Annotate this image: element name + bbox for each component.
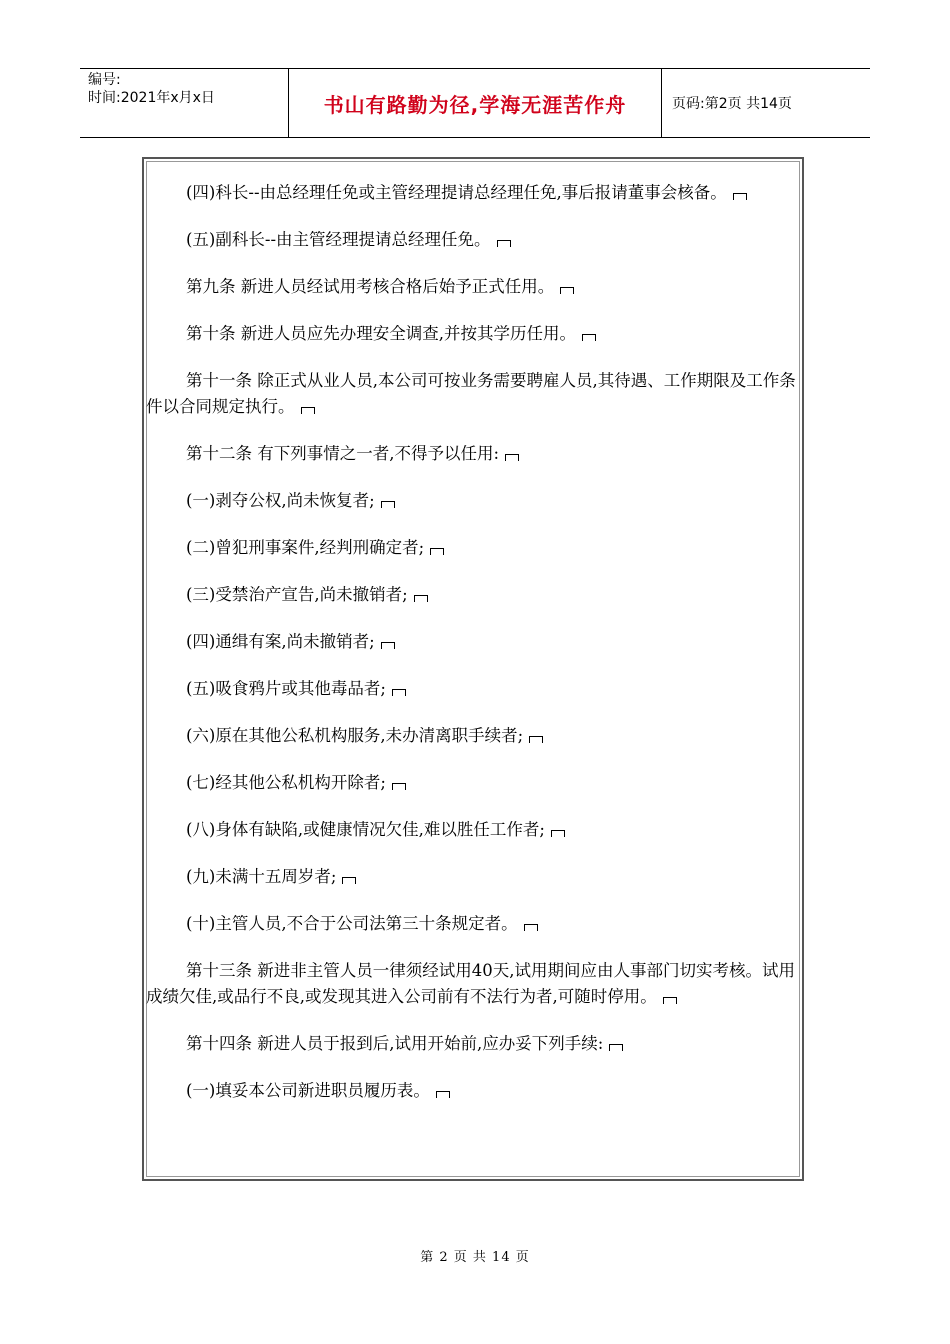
paragraph: (十)主管人员,不合于公司法第三十条规定者。 xyxy=(146,911,798,937)
paragraph: (四)科长--由总经理任免或主管经理提请总经理任免,事后报请董事会核备。 xyxy=(146,180,798,206)
document-body xyxy=(146,180,798,1125)
page-header xyxy=(80,68,870,138)
paragraph-mark-icon xyxy=(436,1091,450,1098)
paragraph: (五)吸食鸦片或其他毒品者; xyxy=(146,676,798,702)
paragraph-mark-icon xyxy=(301,407,315,414)
paragraph-mark-icon xyxy=(414,595,428,602)
paragraph-mark-icon xyxy=(392,783,406,790)
paragraph-mark-icon xyxy=(529,736,543,743)
paragraph: (六)原在其他公私机构服务,未办清离职手续者; xyxy=(146,723,798,749)
paragraph: (二)曾犯刑事案件,经判刑确定者; xyxy=(146,535,798,561)
paragraph: (四)通缉有案,尚未撤销者; xyxy=(146,629,798,655)
paragraph-mark-icon xyxy=(342,877,356,884)
time-label: 时间:2021年x月x日 xyxy=(88,90,215,106)
paragraph: 第十一条 除正式从业人员,本公司可按业务需要聘雇人员,其待遇、工作期限及工作条件以合同规定执行。 xyxy=(146,371,796,416)
paragraph-mark-icon xyxy=(381,642,395,649)
paragraph: (八)身体有缺陷,或健康情况欠佳,难以胜任工作者; xyxy=(146,817,798,843)
paragraph-mark-icon xyxy=(505,454,519,461)
paragraph-mark-icon xyxy=(392,689,406,696)
paragraph: 第十条 新进人员应先办理安全调查,并按其学历任用。 xyxy=(146,321,798,347)
paragraph-mark-icon xyxy=(430,548,444,555)
paragraph-mark-icon xyxy=(609,1044,623,1051)
paragraph-mark-icon xyxy=(497,240,511,247)
number-label: 编号: xyxy=(88,72,121,88)
paragraph: (五)副科长--由主管经理提请总经理任免。 xyxy=(146,227,798,253)
paragraph: (九)未满十五周岁者; xyxy=(146,864,798,890)
paragraph: (七)经其他公私机构开除者; xyxy=(146,770,798,796)
paragraph: 第九条 新进人员经试用考核合格后始予正式任用。 xyxy=(146,274,798,300)
paragraph: 第十二条 有下列事情之一者,不得予以任用: xyxy=(146,441,798,467)
paragraph: (一)剥夺公权,尚未恢复者; xyxy=(146,488,798,514)
paragraph-mark-icon xyxy=(381,501,395,508)
paragraph-mark-icon xyxy=(551,830,565,837)
header-motto: 书山有路勤为径,学海无涯苦作舟 xyxy=(289,69,662,137)
paragraph-mark-icon xyxy=(733,193,747,200)
paragraph-mark-icon xyxy=(582,334,596,341)
paragraph: 第十四条 新进人员于报到后,试用开始前,应办妥下列手续: xyxy=(146,1031,798,1057)
page-footer: 第 2 页 共 14 页 xyxy=(420,1250,530,1265)
paragraph-mark-icon xyxy=(663,997,677,1004)
paragraph: (一)填妥本公司新进职员履历表。 xyxy=(146,1078,798,1104)
paragraph-mark-icon xyxy=(560,287,574,294)
paragraph-mark-icon xyxy=(524,924,538,931)
header-meta xyxy=(80,69,289,137)
header-page-info: 页码:第2页 共14页 xyxy=(672,96,792,112)
paragraph: (三)受禁治产宣告,尚未撤销者; xyxy=(146,582,798,608)
paragraph: 第十三条 新进非主管人员一律须经试用40天,试用期间应由人事部门切实考核。试用成绩欠佳,或品行不良,或发现其进入公司前有不法行为者,可随时停用。 xyxy=(146,961,795,1006)
